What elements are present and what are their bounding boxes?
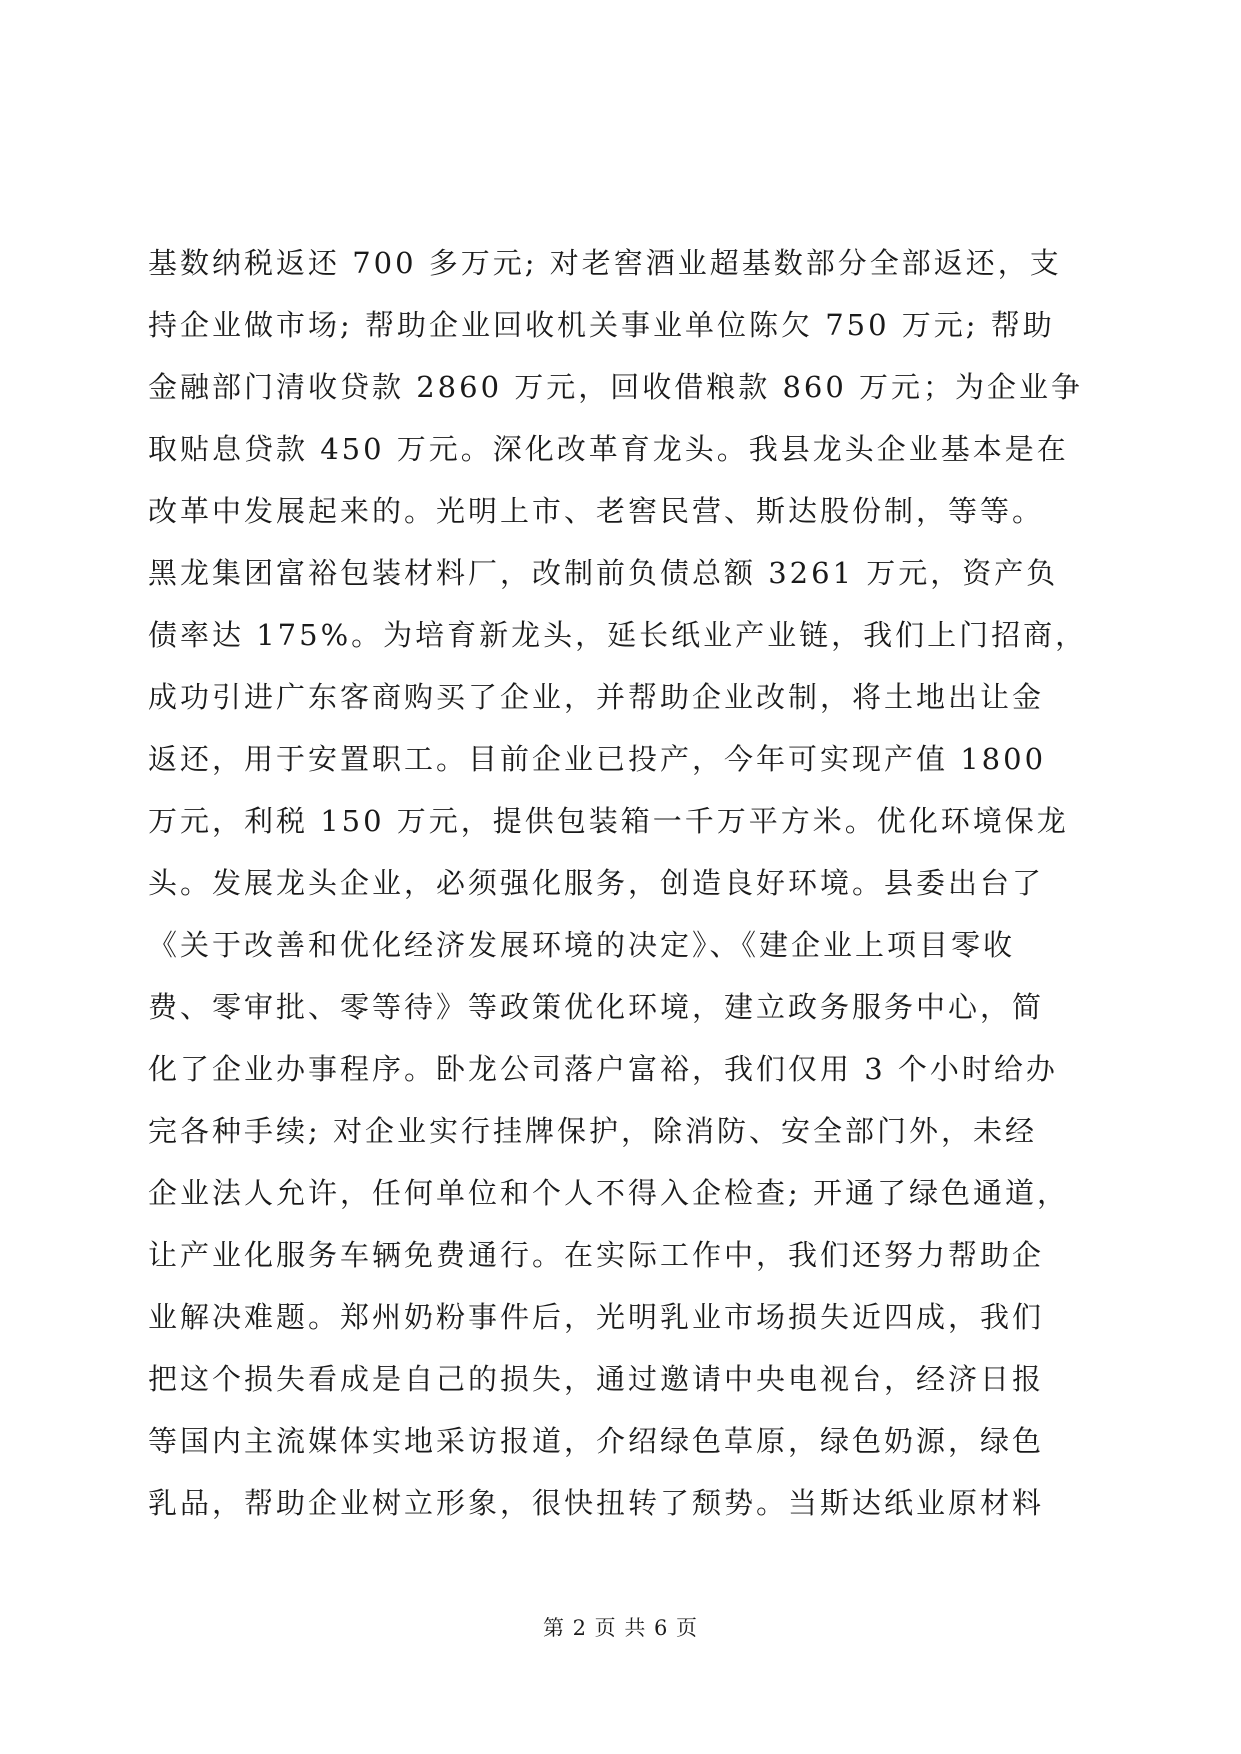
text-line: 改革中发展起来的。光明上市、老窖民营、斯达股份制，等等。 (148, 494, 1045, 528)
text-line: 基数纳税返还 700 多万元; 对老窖酒业超基数部分全部返还，支 (148, 246, 1062, 280)
text-line: 乳品，帮助企业树立形象，很快扭转了颓势。当斯达纸业原材料 (148, 1486, 1045, 1520)
text-line: 头。发展龙头企业，必须强化服务，创造良好环境。县委出台了 (148, 866, 1045, 900)
text-line: 费、零审批、零等待》等政策优化环境，建立政务服务中心，简 (148, 990, 1045, 1024)
text-line: 业解决难题。郑州奶粉事件后，光明乳业市场损失近四成，我们 (148, 1300, 1045, 1334)
text-line: 完各种手续; 对企业实行挂牌保护，除消防、安全部门外，未经 (148, 1114, 1037, 1148)
text-line: 把这个损失看成是自己的损失，通过邀请中央电视台，经济日报 (148, 1362, 1045, 1396)
text-line: 企业法人允许，任何单位和个人不得入企检查; 开通了绿色通道， (148, 1176, 1069, 1210)
page-number-footer: 第 2 页 共 6 页 (542, 1616, 699, 1640)
text-line: 黑龙集团富裕包装材料厂，改制前负债总额 3261 万元，资产负 (148, 556, 1059, 590)
text-line: 化了企业办事程序。卧龙公司落户富裕，我们仅用 3 个小时给办 (148, 1052, 1058, 1086)
text-line: 《关于改善和优化经济发展环境的决定》、《建企业上项目零收 (148, 928, 1016, 962)
text-line: 金融部门清收贷款 2860 万元，回收借粮款 860 万元；为企业争 (148, 370, 1084, 404)
text-line: 持企业做市场; 帮助企业回收机关事业单位陈欠 750 万元; 帮助 (148, 308, 1055, 342)
text-line: 债率达 175%。为培育新龙头，延长纸业产业链，我们上门招商， (148, 618, 1088, 652)
text-line: 返还，用于安置职工。目前企业已投产，今年可实现产值 1800 (148, 742, 1047, 776)
text-line: 取贴息贷款 450 万元。深化改革育龙头。我县龙头企业基本是在 (148, 432, 1069, 466)
text-line: 让产业化服务车辆免费通行。在实际工作中，我们还努力帮助企 (148, 1238, 1045, 1272)
text-line: 等国内主流媒体实地采访报道，介绍绿色草原，绿色奶源，绿色 (148, 1424, 1045, 1458)
text-line: 万元，利税 150 万元，提供包装箱一千万平方米。优化环境保龙 (148, 804, 1069, 838)
body-text (148, 232, 1088, 1534)
text-line: 成功引进广东客商购买了企业，并帮助企业改制，将土地出让金 (148, 680, 1045, 714)
